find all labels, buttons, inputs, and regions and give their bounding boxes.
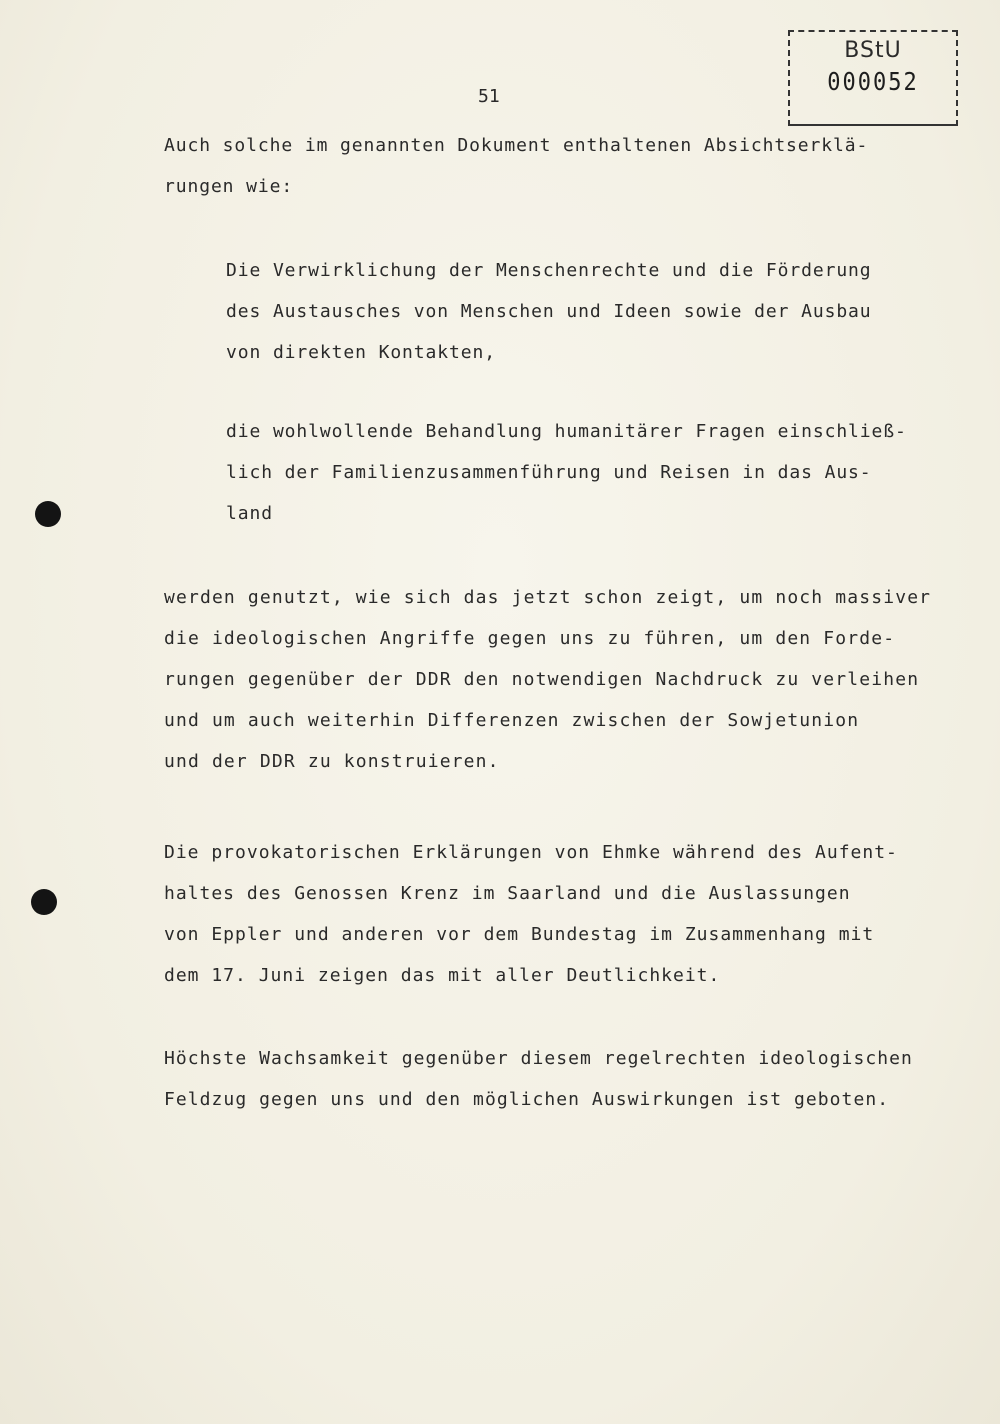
- punch-hole: [35, 501, 61, 527]
- text-line: von direkten Kontakten,: [226, 342, 496, 363]
- stamp-number: 000052: [827, 68, 919, 97]
- text-line: rungen wie:: [164, 176, 294, 197]
- paragraph-provocations: [164, 832, 898, 996]
- text-line: werden genutzt, wie sich das jetzt schon zeigt, um noch massiver: [164, 587, 932, 608]
- text-line: die ideologischen Angriffe gegen uns zu führen, um den Forde-: [164, 628, 896, 649]
- paragraph-intro: [164, 125, 868, 207]
- text-line: dem 17. Juni zeigen das mit aller Deutlichkeit.: [164, 965, 721, 986]
- text-line: Feldzug gegen uns und den möglichen Auswirkungen ist geboten.: [164, 1089, 890, 1110]
- text-line: des Austausches von Menschen und Ideen sowie der Ausbau: [226, 301, 872, 322]
- text-line: und der DDR zu konstruieren.: [164, 751, 500, 772]
- text-line: Auch solche im genannten Dokument enthaltenen Absichtserklä-: [164, 135, 869, 156]
- stamp-org-label: BStU: [844, 38, 902, 63]
- text-line: Die Verwirklichung der Menschenrechte und die Förderung: [226, 260, 872, 281]
- text-line: rungen gegenüber der DDR den notwendigen Nachdruck zu verleihen: [164, 669, 920, 690]
- text-line: land: [226, 503, 273, 524]
- archive-stamp: [788, 30, 958, 126]
- text-line: von Eppler und anderen vor dem Bundestag im Zusammenhang mit: [164, 924, 875, 945]
- text-line: die wohlwollende Behandlung humanitärer Fragen einschließ-: [226, 421, 907, 442]
- text-line: haltes des Genossen Krenz im Saarland und die Auslassungen: [164, 883, 851, 904]
- text-line: lich der Familienzusammenführung und Reisen in das Aus-: [226, 462, 872, 483]
- paragraph-quote-humanitarian: [226, 411, 907, 534]
- page-number: 51: [478, 86, 500, 107]
- text-line: Die provokatorischen Erklärungen von Ehmke während des Aufent-: [164, 842, 898, 863]
- paragraph-quote-human-rights: [226, 250, 872, 373]
- punch-hole: [31, 889, 57, 915]
- paragraph-vigilance: [164, 1038, 913, 1120]
- paragraph-usage: [164, 577, 931, 782]
- text-line: Höchste Wachsamkeit gegenüber diesem regelrechten ideologischen: [164, 1048, 913, 1069]
- text-line: und um auch weiterhin Differenzen zwischen der Sowjetunion: [164, 710, 860, 731]
